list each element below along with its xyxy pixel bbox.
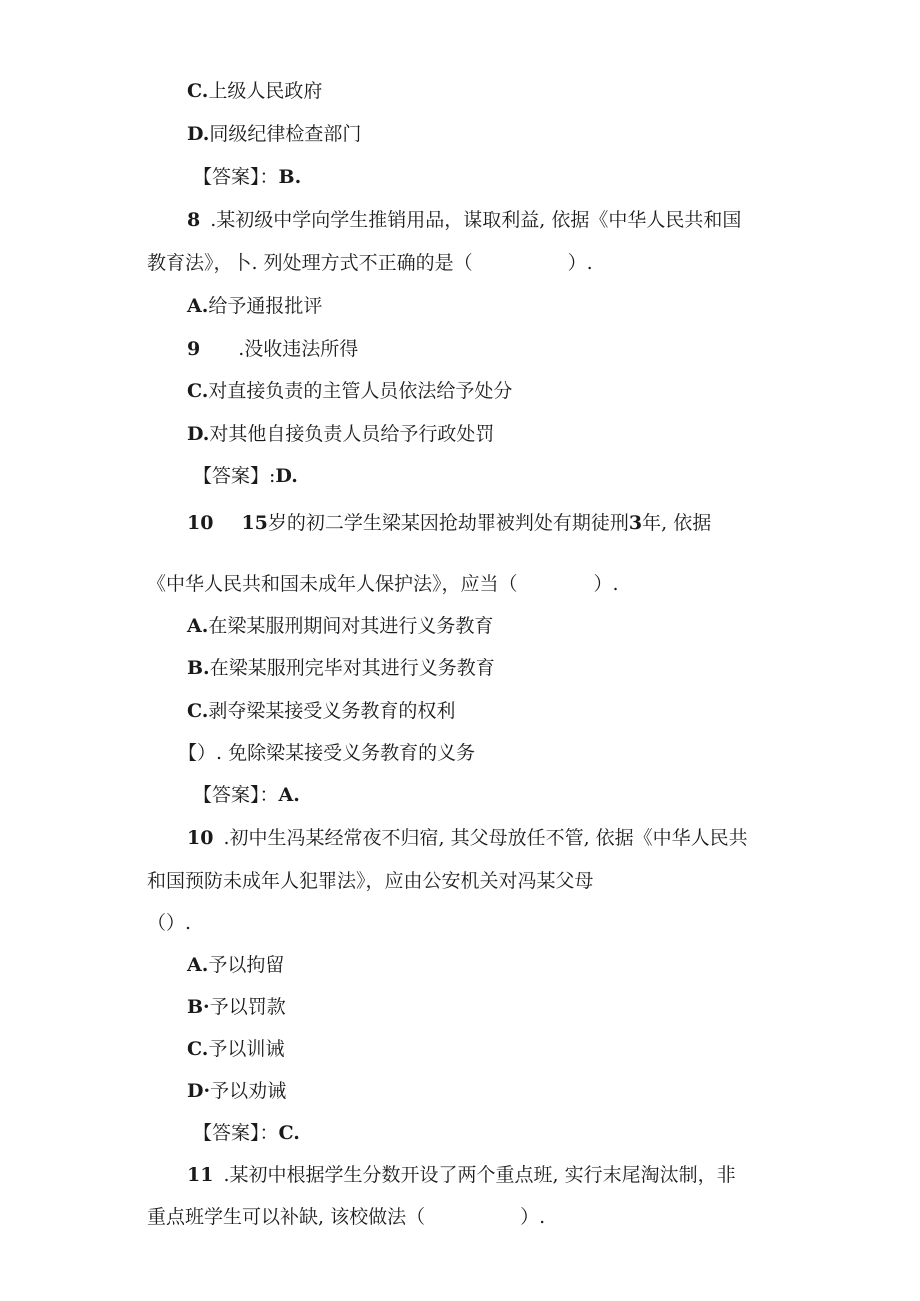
option-d-line: D·予以劝诫 bbox=[187, 1080, 287, 1102]
option-d-line: D.对其他自接负责人员给予行政处罚 bbox=[187, 423, 495, 445]
answer-line: 【答案】：B. bbox=[193, 166, 302, 188]
option-d-line: 【）. 免除梁某接受义务教育的义务 bbox=[178, 742, 476, 764]
option-b-line: B·予以罚款 bbox=[187, 996, 286, 1018]
option-9-line: 9 .没收违法所得 bbox=[187, 338, 359, 360]
question-11-line-1: 11 .某初中根据学生分数开设了两个重点班, 实行末尾淘汰制，非 bbox=[187, 1164, 736, 1186]
answer-line: 【答案】：C. bbox=[193, 1122, 300, 1144]
question-10-line-2: 《中华人民共和国未成年人保护法》，应当（ ）. bbox=[147, 573, 619, 595]
option-c-line: C.剥夺梁某接受义务教育的权利 bbox=[187, 700, 456, 722]
answer-line: 【答案】:D. bbox=[193, 465, 298, 487]
option-d-line: D.同级纪律检查部门 bbox=[187, 123, 362, 145]
answer-line: 【答案】：A. bbox=[193, 784, 300, 806]
option-c-line: C.上级人民政府 bbox=[187, 80, 323, 102]
option-b-line: B.在梁某服刑完毕对其进行义务教育 bbox=[187, 657, 495, 679]
option-c-line: C.予以训诫 bbox=[187, 1038, 285, 1060]
question-10b-line-1: 10 .初中生冯某经常夜不归宿, 其父母放任不管, 依据《中华人民共 bbox=[187, 827, 748, 849]
question-10b-line-2: 和国预防未成年人犯罪法》，应由公安机关对冯某父母 bbox=[147, 870, 594, 892]
option-a-line: A.予以拘留 bbox=[187, 954, 285, 976]
question-10b-line-3: （）. bbox=[147, 912, 192, 934]
question-8-line-1: 8 .某初级中学向学生推销用品，谋取利益, 依据《中华人民共和国 bbox=[187, 209, 742, 231]
question-8-line-2: 教育法》，卜. 列处理方式不正确的是（ ）. bbox=[147, 252, 593, 274]
option-a-line: A.给予通报批评 bbox=[187, 295, 323, 317]
question-11-line-2: 重点班学生可以补缺, 该校做法（ ）. bbox=[147, 1206, 546, 1228]
option-c-line: C.对直接负责的主管人员依法给予处分 bbox=[187, 380, 513, 402]
option-a-line: A.在梁某服刑期间对其进行义务教育 bbox=[187, 615, 494, 637]
question-10-line-1: 10 15岁的初二学生梁某因抢劫罪被判处有期徒刑3年, 依据 bbox=[187, 512, 712, 534]
